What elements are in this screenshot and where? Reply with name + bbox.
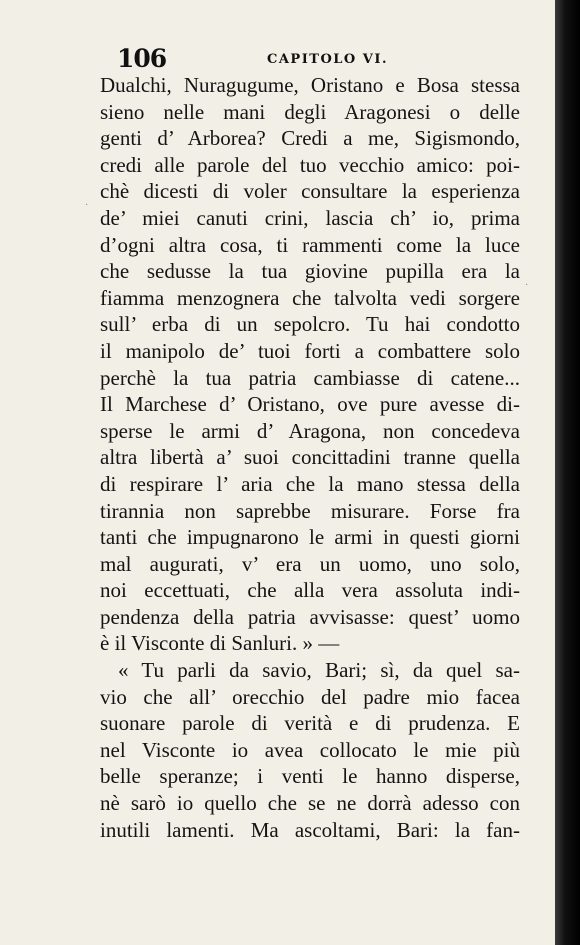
text-line: « Tu parli da savio, Bari; sì, da quel sa- (118, 658, 520, 683)
text-line: d’ogni altra cosa, ti rammenti come la luce (100, 232, 520, 257)
text-line: vio che all’ orecchio del padre mio facea (100, 684, 520, 709)
text-line: mal augurati, v’ era un uomo, uno solo, (100, 551, 520, 576)
text-line: de’ miei canuti crini, lascia ch’ io, prima (100, 205, 520, 230)
text-line: chè dicesti di voler consultare la esperienza (100, 179, 520, 204)
text-line: è il Visconte di Sanluri. » — (100, 631, 340, 656)
text-line: nel Visconte io avea collocato le mie più (100, 737, 520, 762)
body-text (100, 72, 520, 843)
page-number: 106 (117, 44, 167, 73)
text-line: genti d’ Arborea? Credi a me, Sigismondo, (100, 126, 520, 151)
text-line: inutili lamenti. Ma ascoltami, Bari: la fan- (100, 817, 520, 842)
text-line: suonare parole di verità e di prudenza. E (100, 711, 520, 736)
text-line: credi alle parole del tuo vecchio amico: poi- (100, 152, 520, 177)
text-line: che sedusse la tua giovine pupilla era la (100, 259, 520, 284)
text-line: tirannia non saprebbe misurare. Forse fra (100, 498, 520, 523)
text-line: pendenza della patria avvisasse: quest’ uomo (100, 604, 520, 629)
text-line: perchè la tua patria cambiasse di catene... (100, 365, 520, 390)
text-line: noi eccettuati, che alla vera assoluta indi- (100, 578, 520, 603)
text-line: nè sarò io quello che se ne dorrà adesso con (100, 791, 520, 816)
running-head: CAPITOLO VI. (267, 52, 388, 67)
text-line: il manipolo de’ tuoi forti a combattere solo (100, 338, 520, 363)
text-line: sieno nelle mani degli Aragonesi o delle (100, 99, 520, 124)
print-speck: · (525, 280, 529, 291)
text-line: Dualchi, Nuragugume, Oristano e Bosa stessa (100, 73, 520, 97)
text-line: sull’ erba di un sepolcro. Tu hai condotto (100, 312, 520, 337)
text-line: Il Marchese d’ Oristano, ove pure avesse di- (100, 392, 520, 417)
page-edge-shadow (555, 0, 580, 945)
text-line: altra libertà a’ suoi concittadini tranne quella (100, 445, 520, 470)
text-line: sperse le armi d’ Aragona, non concedeva (100, 418, 520, 443)
text-line: fiamma menzognera che talvolta vedi sorgere (100, 285, 520, 310)
text-line: di respirare l’ aria che la mano stessa della (100, 471, 520, 496)
text-line: tanti che impugnarono le armi in questi giorni (100, 525, 520, 550)
print-speck: · (85, 200, 89, 211)
text-line: belle speranze; i venti le hanno disperse, (100, 764, 520, 789)
